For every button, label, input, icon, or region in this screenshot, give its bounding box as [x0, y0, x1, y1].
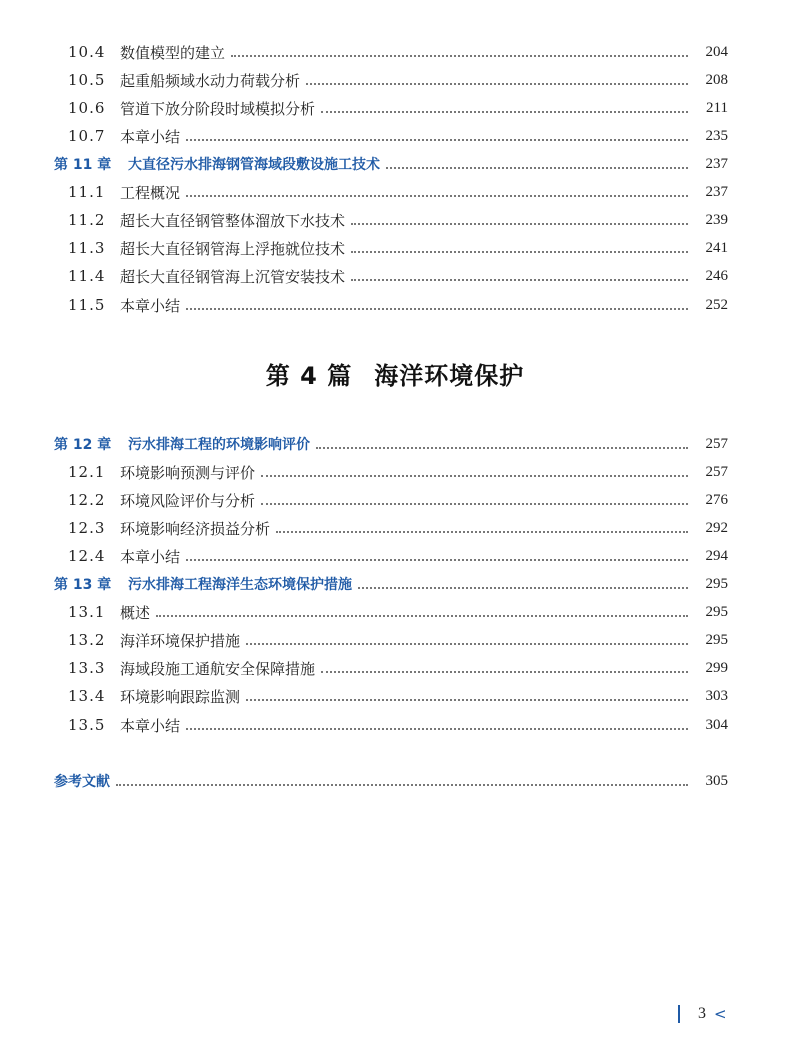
dot-leader: [186, 308, 688, 310]
dot-leader: [306, 83, 688, 85]
part-title: 海洋环境保护: [374, 362, 525, 390]
chevron-left-icon: <: [714, 1005, 727, 1023]
dot-leader: [156, 615, 688, 617]
page-number: 304: [705, 716, 728, 733]
section-number: 11.1: [68, 183, 106, 201]
toc-entry-13-4[interactable]: [0, 682, 790, 710]
toc-entry-13-5[interactable]: [0, 711, 790, 739]
toc-entry-10-4[interactable]: [0, 38, 790, 66]
section-number: 11.5: [68, 296, 106, 314]
section-number: 12.4: [68, 547, 106, 565]
section-number: 11.3: [68, 239, 106, 257]
section-number: 12.1: [68, 463, 106, 481]
page-number: 239: [705, 211, 728, 228]
page-number: 252: [705, 296, 728, 313]
page-number: 246: [705, 267, 728, 284]
toc-entry-13-2[interactable]: [0, 626, 790, 654]
section-title: 管道下放分阶段时域模拟分析: [120, 99, 316, 118]
page-number: 211: [706, 99, 728, 116]
section-title: 超长大直径钢管整体溜放下水技术: [120, 211, 346, 230]
toc-entry-10-5[interactable]: [0, 66, 790, 94]
toc-entry-12-4[interactable]: [0, 542, 790, 570]
section-title: 环境影响预测与评价: [120, 463, 256, 482]
toc-chapter-13[interactable]: [0, 570, 790, 598]
page-number: 208: [705, 71, 728, 88]
dot-leader: [321, 671, 688, 673]
section-number: 12.3: [68, 519, 106, 537]
page-number: 292: [705, 519, 728, 536]
dot-leader: [246, 643, 688, 645]
toc-entry-11-5[interactable]: [0, 291, 790, 319]
section-number: 13.1: [68, 603, 106, 621]
section-title: 超长大直径钢管海上沉管安装技术: [120, 267, 346, 286]
section-title: 本章小结: [120, 716, 181, 735]
dot-leader: [351, 279, 688, 281]
page-number: 237: [705, 155, 728, 172]
dot-leader: [276, 531, 688, 533]
part-heading: [0, 356, 790, 391]
dot-leader: [351, 223, 688, 225]
dot-leader: [386, 167, 688, 169]
references-title: 参考文献: [54, 774, 110, 790]
section-title: 本章小结: [120, 296, 181, 315]
part-label: 第 4 篇: [265, 362, 353, 390]
dot-leader: [231, 55, 688, 57]
section-title: 工程概况: [120, 183, 181, 202]
chapter-number: 第 12 章: [54, 437, 112, 453]
chapter-title: 大直径污水排海钢管海域段敷设施工技术: [128, 157, 380, 173]
dot-leader: [186, 728, 688, 730]
section-number: 11.4: [68, 267, 106, 285]
page-number: 204: [705, 43, 728, 60]
page-number: 241: [705, 239, 728, 256]
toc-entry-13-1[interactable]: [0, 598, 790, 626]
section-number: 10.5: [68, 71, 106, 89]
toc-entry-11-3[interactable]: [0, 234, 790, 262]
page-number: 276: [705, 491, 728, 508]
page-number: 295: [705, 631, 728, 648]
section-number: 11.2: [68, 211, 106, 229]
chapter-number: 第 11 章: [54, 157, 112, 173]
dot-leader: [246, 699, 688, 701]
section-title: 海洋环境保护措施: [120, 631, 241, 650]
section-title: 数值模型的建立: [120, 43, 226, 62]
toc-entry-12-3[interactable]: [0, 514, 790, 542]
dot-leader: [116, 784, 688, 786]
dot-leader: [261, 475, 688, 477]
section-title: 环境影响经济损益分析: [120, 519, 271, 538]
section-title: 概述: [120, 603, 151, 622]
dot-leader: [358, 587, 688, 589]
footer-page-number: 3: [698, 1005, 706, 1022]
dot-leader: [261, 503, 688, 505]
page-footer: [678, 1003, 727, 1025]
section-title: 本章小结: [120, 547, 181, 566]
toc-entry-10-7[interactable]: [0, 122, 790, 150]
footer-divider: [678, 1005, 680, 1023]
section-number: 13.3: [68, 659, 106, 677]
toc-entry-13-3[interactable]: [0, 654, 790, 682]
section-title: 海域段施工通航安全保障措施: [120, 659, 316, 678]
section-title: 环境风险评价与分析: [120, 491, 256, 510]
section-number: 10.7: [68, 127, 106, 145]
toc-entry-12-2[interactable]: [0, 486, 790, 514]
toc-entry-11-2[interactable]: [0, 206, 790, 234]
dot-leader: [351, 251, 688, 253]
section-title: 本章小结: [120, 127, 181, 146]
chapter-number: 第 13 章: [54, 577, 112, 593]
dot-leader: [186, 559, 688, 561]
dot-leader: [186, 139, 688, 141]
page-number: 237: [705, 183, 728, 200]
section-title: 环境影响跟踪监测: [120, 687, 241, 706]
toc-entry-12-1[interactable]: [0, 458, 790, 486]
chapter-title: 污水排海工程海洋生态环境保护措施: [128, 577, 352, 593]
page-number: 295: [705, 603, 728, 620]
page-number: 235: [705, 127, 728, 144]
section-title: 起重船频域水动力荷载分析: [120, 71, 301, 90]
page-number: 257: [705, 463, 728, 480]
section-number: 13.5: [68, 716, 106, 734]
section-number: 13.4: [68, 687, 106, 705]
section-number: 12.2: [68, 491, 106, 509]
chapter-title: 污水排海工程的环境影响评价: [128, 437, 310, 453]
toc-references[interactable]: [0, 767, 790, 795]
section-number: 10.6: [68, 99, 106, 117]
page-number: 295: [705, 575, 728, 592]
toc-chapter-12[interactable]: [0, 430, 790, 458]
page-number: 303: [705, 687, 728, 704]
dot-leader: [186, 195, 688, 197]
dot-leader: [316, 447, 688, 449]
toc-entry-10-6[interactable]: [0, 94, 790, 122]
toc-entry-11-1[interactable]: [0, 178, 790, 206]
toc-entry-11-4[interactable]: [0, 262, 790, 290]
page-number: 299: [705, 659, 728, 676]
page-number: 257: [705, 435, 728, 452]
section-title: 超长大直径钢管海上浮拖就位技术: [120, 239, 346, 258]
section-number: 10.4: [68, 43, 106, 61]
toc-chapter-11[interactable]: [0, 150, 790, 178]
dot-leader: [321, 111, 688, 113]
page-number: 305: [705, 772, 728, 789]
page-number: 294: [705, 547, 728, 564]
section-number: 13.2: [68, 631, 106, 649]
